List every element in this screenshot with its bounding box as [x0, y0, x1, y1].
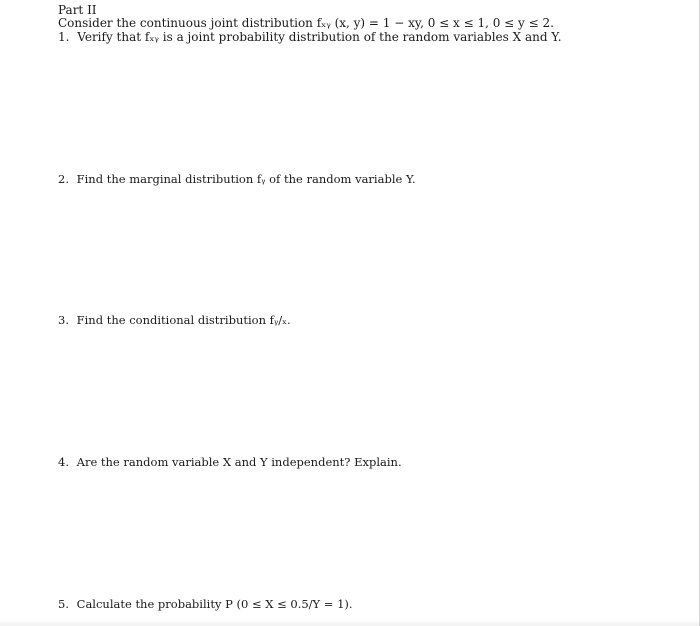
question-4	[58, 455, 402, 469]
question-2	[58, 172, 416, 186]
question-text: Are the random variable X and Y independent? Explain.	[76, 455, 402, 469]
section-title: Part II	[58, 3, 97, 17]
problem-intro: Consider the continuous joint distribution fₓᵧ (x, y) = 1 − xy, 0 ≤ x ≤ 1, 0 ≤ y ≤ 2.	[58, 16, 554, 30]
question-number: 5.	[58, 597, 69, 611]
question-text: Verify that fₓᵧ is a joint probability distribution of the random variables X and Y.	[77, 30, 562, 44]
question-text: Calculate the probability P (0 ≤ X ≤ 0.5/Y = 1).	[76, 597, 353, 611]
question-1	[58, 30, 562, 44]
question-number: 2.	[58, 172, 69, 186]
question-number: 4.	[58, 455, 69, 469]
question-3	[58, 313, 291, 327]
question-number: 1.	[58, 30, 70, 44]
question-text: Find the marginal distribution fᵧ of the random variable Y.	[76, 172, 416, 186]
page-shadow	[0, 620, 700, 626]
question-5	[58, 597, 353, 611]
question-text: Find the conditional distribution fᵧ/ₓ.	[76, 313, 291, 327]
question-number: 3.	[58, 313, 69, 327]
